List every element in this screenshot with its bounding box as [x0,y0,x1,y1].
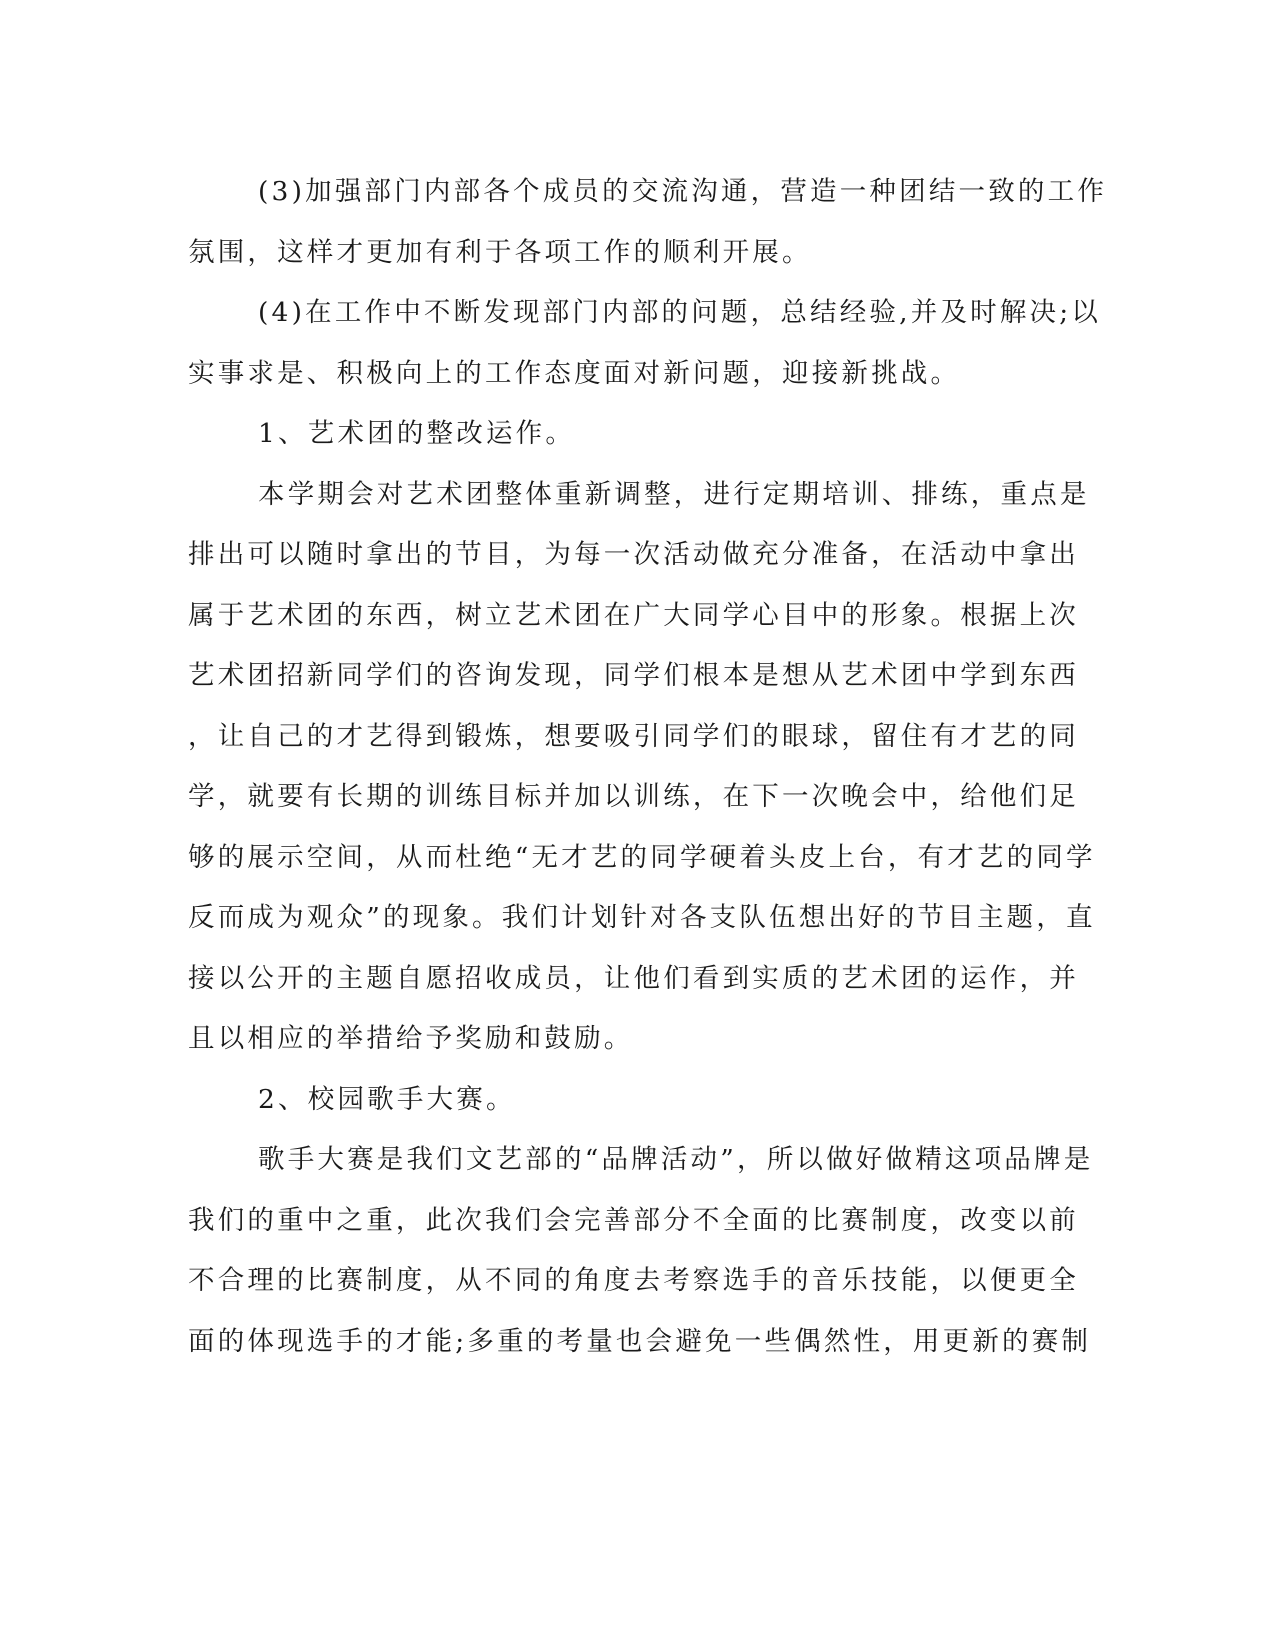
text-line: (3)加强部门内部各个成员的交流沟通，营造一种团结一致的工作 [258,176,1108,207]
section-heading: 1、艺术团的整改运作。 [258,418,576,449]
text-line: 不合理的比赛制度，从不同的角度去考察选手的音乐技能，以便更全 [188,1265,1079,1296]
text-line: 歌手大赛是我们文艺部的“品牌活动”，所以做好做精这项品牌是 [258,1144,1094,1175]
text-line: 接以公开的主题自愿招收成员，让他们看到实质的艺术团的运作，并 [188,962,1079,994]
text-line: 学，就要有长期的训练目标并加以训练，在下一次晚会中，给他们足 [188,781,1079,812]
text-line: 排出可以随时拿出的节目，为每一次活动做充分准备，在活动中拿出 [188,539,1079,570]
text-line: ，让自己的才艺得到锻炼，想要吸引同学们的眼球，留住有才艺的同 [188,720,1079,752]
text-line: (4)在工作中不断发现部门内部的问题，总结经验,并及时解决;以 [258,297,1102,328]
text-line: 本学期会对艺术团整体重新调整，进行定期培训、排练，重点是 [258,478,1090,510]
text-line: 反而成为观众”的现象。我们计划针对各支队伍想出好的节目主题，直 [188,902,1096,933]
text-line: 艺术团招新同学们的咨询发现，同学们根本是想从艺术团中学到东西 [188,660,1079,691]
text-line: 我们的重中之重，此次我们会完善部分不全面的比赛制度，改变以前 [188,1204,1079,1236]
body-text [188,162,1108,1372]
text-line: 且以相应的举措给予奖励和鼓励。 [188,1023,634,1054]
text-line: 属于艺术团的东西，树立艺术团在广大同学心目中的形象。根据上次 [188,599,1079,631]
text-line: 氛围，这样才更加有利于各项工作的顺利开展。 [188,236,812,268]
text-line: 实事求是、积极向上的工作态度面对新问题，迎接新挑战。 [188,357,961,389]
section-heading: 2、校园歌手大赛。 [258,1083,516,1115]
text-line: 面的体现选手的才能;多重的考量也会避免一些偶然性，用更新的赛制 [188,1325,1092,1357]
text-line: 够的展示空间，从而杜绝“无才艺的同学硬着头皮上台，有才艺的同学 [188,841,1096,873]
